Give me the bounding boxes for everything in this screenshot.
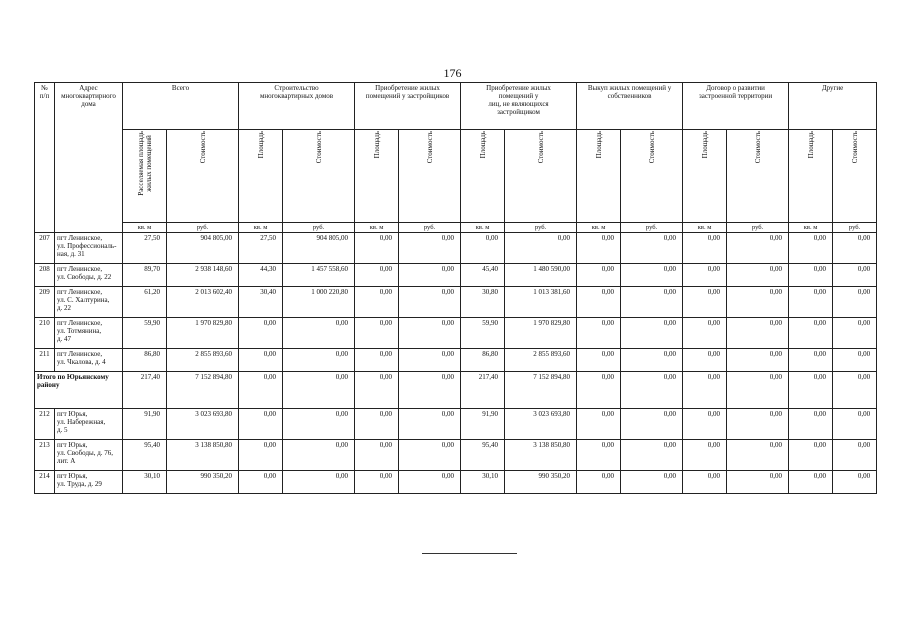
row-value: 0,00	[577, 440, 621, 471]
row-value: 0,00	[727, 233, 789, 264]
row-value: 0,00	[239, 471, 283, 494]
row-value: 0,00	[621, 287, 683, 318]
row-value: 0,00	[789, 372, 833, 409]
header-subcolumn-label: Площадь	[256, 131, 265, 159]
row-value: 2 938 148,60	[167, 264, 239, 287]
header-group: Приобретение жилых помещений у застройщиков	[355, 83, 461, 130]
row-value: 0,00	[355, 409, 399, 440]
row-value: 0,00	[283, 471, 355, 494]
row-value: 0,00	[399, 372, 461, 409]
row-value: 3 023 693,80	[167, 409, 239, 440]
row-value: 95,40	[123, 440, 167, 471]
row-value: 0,00	[789, 287, 833, 318]
row-value: 61,20	[123, 287, 167, 318]
row-value: 7 152 894,80	[505, 372, 577, 409]
header-subcolumn-label: Стоимость	[198, 131, 207, 164]
header-subcolumn-label: Стоимость	[753, 131, 762, 164]
row-value: 0,00	[399, 264, 461, 287]
row-value: 990 350,20	[505, 471, 577, 494]
row-value: 0,00	[789, 471, 833, 494]
row-value: 0,00	[833, 233, 877, 264]
row-value: 0,00	[283, 318, 355, 349]
row-value: 0,00	[399, 233, 461, 264]
table-row	[35, 233, 877, 264]
row-value: 0,00	[577, 264, 621, 287]
row-value: 0,00	[577, 372, 621, 409]
unit-cost: руб.	[833, 223, 877, 233]
row-value: 904 805,00	[283, 233, 355, 264]
unit-cost: руб.	[399, 223, 461, 233]
header-group: Строительство многоквартирных домов	[239, 83, 355, 130]
row-value: 30,80	[461, 287, 505, 318]
row-value: 0,00	[833, 287, 877, 318]
row-value: 91,90	[123, 409, 167, 440]
row-value: 0,00	[683, 471, 727, 494]
table-body	[35, 233, 877, 494]
header-subcolumn-label: Стоимость	[425, 131, 434, 164]
row-number: 212	[35, 409, 55, 440]
row-value: 0,00	[355, 471, 399, 494]
row-address: пгт Юрья, ул. Труда, д. 29	[55, 471, 123, 494]
row-value: 0,00	[683, 349, 727, 372]
row-value: 0,00	[621, 440, 683, 471]
header-subcolumn	[621, 130, 683, 223]
header-subcolumn	[727, 130, 789, 223]
row-number: 207	[35, 233, 55, 264]
row-number: 214	[35, 471, 55, 494]
total-row	[35, 372, 877, 409]
row-value: 0,00	[239, 349, 283, 372]
row-value: 0,00	[577, 409, 621, 440]
unit-cost: руб.	[283, 223, 355, 233]
row-value: 0,00	[461, 233, 505, 264]
header-group: Другие	[789, 83, 877, 130]
unit-area: кв. м	[577, 223, 621, 233]
row-value: 3 023 693,80	[505, 409, 577, 440]
row-value: 30,40	[239, 287, 283, 318]
resettlement-table	[34, 82, 877, 494]
unit-cost: руб.	[727, 223, 789, 233]
header-group: Приобретение жилых помещений у лиц, не являющихся застройщиком	[461, 83, 577, 130]
header-row-subcolumns	[35, 130, 877, 223]
row-value: 1 013 381,60	[505, 287, 577, 318]
row-value: 0,00	[577, 233, 621, 264]
row-value: 0,00	[727, 372, 789, 409]
row-value: 3 138 850,80	[167, 440, 239, 471]
row-value: 2 013 602,40	[167, 287, 239, 318]
header-subcolumn-label: Стоимость	[536, 131, 545, 164]
header-subcolumn	[833, 130, 877, 223]
row-value: 44,30	[239, 264, 283, 287]
row-value: 59,90	[123, 318, 167, 349]
row-value: 0,00	[399, 287, 461, 318]
row-value: 1 970 829,80	[505, 318, 577, 349]
row-value: 0,00	[577, 471, 621, 494]
row-value: 0,00	[789, 409, 833, 440]
row-value: 0,00	[399, 440, 461, 471]
row-value: 0,00	[683, 233, 727, 264]
row-value: 0,00	[577, 318, 621, 349]
unit-area: кв. м	[789, 223, 833, 233]
row-value: 0,00	[355, 440, 399, 471]
table-row	[35, 440, 877, 471]
row-value: 0,00	[789, 318, 833, 349]
row-value: 0,00	[399, 471, 461, 494]
total-label: Итого по Юрьянскому району	[35, 372, 123, 409]
row-value: 0,00	[283, 372, 355, 409]
row-value: 990 350,20	[167, 471, 239, 494]
row-value: 0,00	[833, 349, 877, 372]
row-value: 59,90	[461, 318, 505, 349]
table-header	[35, 83, 877, 233]
row-value: 0,00	[727, 264, 789, 287]
row-address: пгт Юрья, ул. Свободы, д. 76, лит. А	[55, 440, 123, 471]
row-value: 0,00	[789, 264, 833, 287]
row-value: 0,00	[683, 372, 727, 409]
row-value: 7 152 894,80	[167, 372, 239, 409]
row-value: 0,00	[355, 318, 399, 349]
row-value: 86,80	[123, 349, 167, 372]
row-value: 0,00	[789, 233, 833, 264]
row-value: 0,00	[399, 409, 461, 440]
row-value: 0,00	[621, 471, 683, 494]
row-value: 0,00	[833, 409, 877, 440]
row-value: 0,00	[727, 440, 789, 471]
unit-cost: руб.	[505, 223, 577, 233]
unit-area: кв. м	[123, 223, 167, 233]
header-subcolumn	[355, 130, 399, 223]
unit-area: кв. м	[239, 223, 283, 233]
row-value: 0,00	[789, 349, 833, 372]
row-address: пгт Ленинское, ул. Чкалова, д. 4	[55, 349, 123, 372]
header-subcolumn	[461, 130, 505, 223]
table-row	[35, 349, 877, 372]
header-subcolumn-label: Площадь	[700, 131, 709, 159]
header-num: № п/п	[35, 83, 55, 233]
row-value: 45,40	[461, 264, 505, 287]
row-value: 95,40	[461, 440, 505, 471]
row-value: 30,10	[123, 471, 167, 494]
header-subcolumn	[683, 130, 727, 223]
row-address: пгт Ленинское, ул. Свободы, д. 22	[55, 264, 123, 287]
row-value: 0,00	[833, 471, 877, 494]
row-value: 3 138 850,80	[505, 440, 577, 471]
row-value: 0,00	[621, 318, 683, 349]
row-value: 0,00	[355, 287, 399, 318]
row-value: 86,80	[461, 349, 505, 372]
row-value: 1 457 558,60	[283, 264, 355, 287]
row-value: 0,00	[621, 409, 683, 440]
row-value: 2 855 893,60	[505, 349, 577, 372]
row-value: 0,00	[833, 264, 877, 287]
unit-area: кв. м	[683, 223, 727, 233]
row-value: 0,00	[239, 318, 283, 349]
header-subcolumn	[505, 130, 577, 223]
row-number: 211	[35, 349, 55, 372]
header-group: Договор о развитии застроенной территории	[683, 83, 789, 130]
row-value: 0,00	[355, 349, 399, 372]
row-number: 209	[35, 287, 55, 318]
row-value: 0,00	[727, 318, 789, 349]
row-value: 1 970 829,80	[167, 318, 239, 349]
header-group: Выкуп жилых помещений у собственников	[577, 83, 683, 130]
row-value: 27,50	[239, 233, 283, 264]
row-value: 0,00	[621, 264, 683, 287]
row-value: 0,00	[355, 264, 399, 287]
row-value: 0,00	[239, 409, 283, 440]
row-value: 217,40	[461, 372, 505, 409]
row-value: 0,00	[239, 372, 283, 409]
header-address: Адрес многоквартирного дома	[55, 83, 123, 233]
row-value: 0,00	[283, 349, 355, 372]
header-subcolumn-label: Стоимость	[850, 131, 859, 164]
row-value: 0,00	[727, 471, 789, 494]
row-value: 91,90	[461, 409, 505, 440]
row-value: 0,00	[683, 287, 727, 318]
unit-cost: руб.	[167, 223, 239, 233]
row-value: 2 855 893,60	[167, 349, 239, 372]
table-row	[35, 409, 877, 440]
row-value: 0,00	[283, 409, 355, 440]
row-number: 210	[35, 318, 55, 349]
row-address: пгт Юрья, ул. Набережная, д. 5	[55, 409, 123, 440]
row-value: 0,00	[833, 440, 877, 471]
header-row-groups	[35, 83, 877, 130]
row-value: 0,00	[355, 372, 399, 409]
header-subcolumn	[399, 130, 461, 223]
header-subcolumn	[283, 130, 355, 223]
unit-cost: руб.	[621, 223, 683, 233]
row-number: 213	[35, 440, 55, 471]
header-row-units	[35, 223, 877, 233]
row-address: пгт Ленинское, ул. Тотмянина, д. 47	[55, 318, 123, 349]
header-subcolumn-label: Площадь	[478, 131, 487, 159]
row-value: 0,00	[727, 409, 789, 440]
row-value: 0,00	[577, 349, 621, 372]
row-value: 0,00	[399, 318, 461, 349]
row-number: 208	[35, 264, 55, 287]
row-value: 0,00	[727, 349, 789, 372]
row-value: 30,10	[461, 471, 505, 494]
row-value: 0,00	[621, 349, 683, 372]
page-number: 176	[443, 66, 462, 80]
header-subcolumn-label: Расселяемая площадь жилых помещений	[136, 131, 153, 196]
row-value: 0,00	[621, 372, 683, 409]
header-subcolumn-label: Площадь	[806, 131, 815, 159]
unit-area: кв. м	[461, 223, 505, 233]
row-value: 0,00	[505, 233, 577, 264]
row-value: 0,00	[355, 233, 399, 264]
row-value: 0,00	[283, 440, 355, 471]
row-value: 0,00	[577, 287, 621, 318]
header-subcolumn-label: Площадь	[594, 131, 603, 159]
row-value: 1 480 590,00	[505, 264, 577, 287]
row-value: 217,40	[123, 372, 167, 409]
row-value: 0,00	[833, 318, 877, 349]
header-subcolumn	[167, 130, 239, 223]
row-value: 0,00	[683, 440, 727, 471]
row-value: 89,70	[123, 264, 167, 287]
table-row	[35, 471, 877, 494]
header-subcolumn-label: Стоимость	[314, 131, 323, 164]
row-value: 0,00	[239, 440, 283, 471]
row-value: 0,00	[727, 287, 789, 318]
header-subcolumn-label: Площадь	[372, 131, 381, 159]
header-subcolumn	[577, 130, 621, 223]
row-value: 0,00	[833, 372, 877, 409]
row-value: 0,00	[789, 440, 833, 471]
row-address: пгт Ленинское, ул. С. Халтурина, д. 22	[55, 287, 123, 318]
footer-divider	[422, 553, 517, 554]
header-subcolumn-label: Стоимость	[647, 131, 656, 164]
header-group: Всего	[123, 83, 239, 130]
header-subcolumn	[239, 130, 283, 223]
row-value: 904 805,00	[167, 233, 239, 264]
row-value: 0,00	[399, 349, 461, 372]
header-subcolumn	[123, 130, 167, 223]
row-value: 0,00	[621, 233, 683, 264]
table-row	[35, 287, 877, 318]
table-row	[35, 318, 877, 349]
unit-area: кв. м	[355, 223, 399, 233]
row-value: 27,50	[123, 233, 167, 264]
row-value: 0,00	[683, 318, 727, 349]
row-value: 0,00	[683, 264, 727, 287]
table-row	[35, 264, 877, 287]
row-address: пгт Ленинское, ул. Профессиональ- ная, д. 31	[55, 233, 123, 264]
header-subcolumn	[789, 130, 833, 223]
row-value: 1 000 220,80	[283, 287, 355, 318]
row-value: 0,00	[683, 409, 727, 440]
